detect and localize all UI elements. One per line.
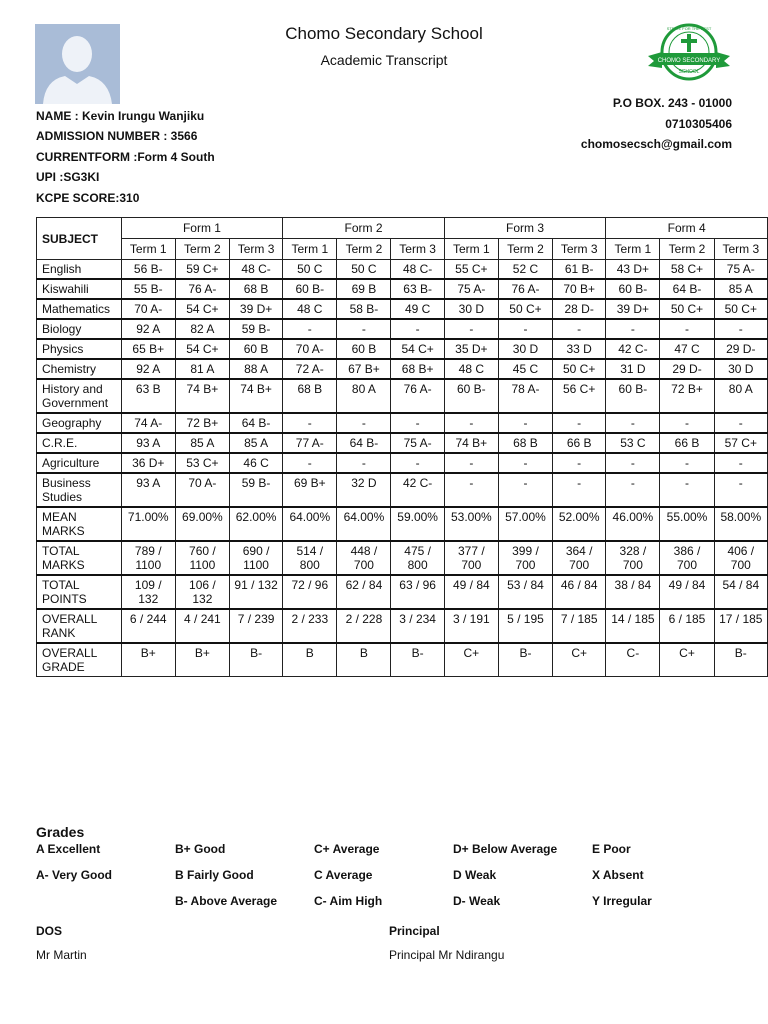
term-header: Term 1 <box>283 239 337 260</box>
grade-cell: 64 B- <box>660 279 714 299</box>
grade-cell: 68 B <box>498 433 552 453</box>
grade-cell: 48 C- <box>229 260 282 280</box>
grade-cell: 53 C+ <box>175 453 229 473</box>
grade-cell: 30 D <box>444 299 498 319</box>
svg-text:STRIVE FOR THE BEST: STRIVE FOR THE BEST <box>666 26 712 31</box>
term-header: Term 3 <box>229 239 282 260</box>
grade-cell: 52.00% <box>553 507 606 541</box>
table-row <box>37 507 768 541</box>
grade-cell: 68 B+ <box>391 359 444 379</box>
grade-cell: 55 C+ <box>444 260 498 280</box>
grade-cell: 30 D <box>714 359 767 379</box>
grade-cell: - <box>337 413 391 433</box>
grade-legend-item: Y Irregular <box>592 894 652 908</box>
grade-cell: 55 B- <box>121 279 175 299</box>
grade-cell: C+ <box>553 643 606 677</box>
grade-cell: 31 D <box>606 359 660 379</box>
grade-cell: 59.00% <box>391 507 444 541</box>
grade-cell: 63 B- <box>391 279 444 299</box>
grade-cell: - <box>391 413 444 433</box>
term-header: Term 3 <box>553 239 606 260</box>
grade-cell: 32 D <box>337 473 391 507</box>
grade-cell: 50 C+ <box>714 299 767 319</box>
row-label: OVERALL GRADE <box>37 643 122 677</box>
grade-cell: 68 B <box>283 379 337 413</box>
grade-cell: 7 / 239 <box>229 609 282 643</box>
grade-cell: 72 / 96 <box>283 575 337 609</box>
grade-cell: 75 A- <box>444 279 498 299</box>
row-label: Mathematics <box>37 299 122 319</box>
grade-cell: 399 / 700 <box>498 541 552 575</box>
grade-cell: 69.00% <box>175 507 229 541</box>
grade-cell: - <box>606 319 660 339</box>
grade-cell: 514 / 800 <box>283 541 337 575</box>
grade-cell: 56 C+ <box>553 379 606 413</box>
row-label: C.R.E. <box>37 433 122 453</box>
grade-cell: 71.00% <box>121 507 175 541</box>
grade-cell: 75 A- <box>391 433 444 453</box>
term-header: Term 3 <box>391 239 444 260</box>
row-label: TOTAL POINTS <box>37 575 122 609</box>
grade-cell: 406 / 700 <box>714 541 767 575</box>
row-label: Business Studies <box>37 473 122 507</box>
dos-label: DOS <box>36 924 63 938</box>
grade-cell: 17 / 185 <box>714 609 767 643</box>
grade-cell: 91 / 132 <box>229 575 282 609</box>
grade-cell: - <box>553 319 606 339</box>
grade-cell: 75 A- <box>714 260 767 280</box>
school-logo <box>646 22 732 92</box>
grade-cell: 59 B- <box>229 319 282 339</box>
form-header: Form 3 <box>444 218 606 239</box>
row-label: Agriculture <box>37 453 122 473</box>
grade-cell: 42 C- <box>606 339 660 359</box>
grade-cell: 70 A- <box>121 299 175 319</box>
grade-cell: 54 C+ <box>175 339 229 359</box>
grade-cell: 2 / 233 <box>283 609 337 643</box>
grade-cell: B- <box>229 643 282 677</box>
grade-cell: 50 C+ <box>498 299 552 319</box>
dos-name: Mr Martin <box>36 948 87 962</box>
kcpe-score: KCPE SCORE:310 <box>36 191 140 205</box>
grade-cell: 47 C <box>660 339 714 359</box>
row-label: Biology <box>37 319 122 339</box>
grade-cell: 66 B <box>553 433 606 453</box>
grade-cell: 38 / 84 <box>606 575 660 609</box>
table-row <box>37 413 768 433</box>
grade-cell: 74 A- <box>121 413 175 433</box>
grade-cell: - <box>606 453 660 473</box>
email-address: chomosecsch@gmail.com <box>580 137 732 151</box>
current-form: CURRENTFORM :Form 4 South <box>36 150 215 164</box>
grade-legend-item: C+ Average <box>314 842 380 856</box>
grade-cell: 48 C- <box>391 260 444 280</box>
table-row <box>37 279 768 299</box>
grade-cell: 46 C <box>229 453 282 473</box>
grade-cell: - <box>660 473 714 507</box>
grade-cell: 80 A <box>337 379 391 413</box>
student-name: NAME : Kevin Irungu Wanjiku <box>36 109 205 123</box>
grade-legend-item: A Excellent <box>36 842 101 856</box>
grade-legend-item: C- Aim High <box>314 894 383 908</box>
document-title: Academic Transcript <box>320 52 448 68</box>
grade-cell: B+ <box>121 643 175 677</box>
grade-cell: 56 B- <box>121 260 175 280</box>
grade-cell: 42 C- <box>391 473 444 507</box>
grade-cell: B+ <box>175 643 229 677</box>
grade-cell: 60 B- <box>606 279 660 299</box>
grade-cell: 50 C+ <box>553 359 606 379</box>
grade-cell: 3 / 191 <box>444 609 498 643</box>
grade-cell: - <box>283 413 337 433</box>
grade-legend-item: D+ Below Average <box>453 842 558 856</box>
grade-cell: 80 A <box>714 379 767 413</box>
form-header: Form 2 <box>283 218 445 239</box>
grade-cell: - <box>714 453 767 473</box>
grade-cell: - <box>283 453 337 473</box>
grade-cell: 76 A- <box>175 279 229 299</box>
grade-cell: - <box>337 453 391 473</box>
grade-cell: 475 / 800 <box>391 541 444 575</box>
grade-cell: C+ <box>660 643 714 677</box>
grade-cell: 46 / 84 <box>553 575 606 609</box>
grade-cell: 49 / 84 <box>660 575 714 609</box>
grade-cell: 28 D- <box>553 299 606 319</box>
table-row <box>37 339 768 359</box>
grade-cell: 62 / 84 <box>337 575 391 609</box>
grade-cell: B <box>283 643 337 677</box>
grade-cell: 30 D <box>498 339 552 359</box>
grade-legend-item: B- Above Average <box>175 894 278 908</box>
grade-cell: 14 / 185 <box>606 609 660 643</box>
grade-cell: 93 A <box>121 473 175 507</box>
grade-cell: 48 C <box>444 359 498 379</box>
grade-cell: 52 C <box>498 260 552 280</box>
grade-cell: - <box>553 473 606 507</box>
grade-cell: 61 B- <box>553 260 606 280</box>
grade-cell: 92 A <box>121 319 175 339</box>
grade-cell: 55.00% <box>660 507 714 541</box>
grade-cell: 328 / 700 <box>606 541 660 575</box>
grade-cell: 59 B- <box>229 473 282 507</box>
principal-label: Principal <box>389 924 440 938</box>
row-label: Chemistry <box>37 359 122 379</box>
term-header: Term 2 <box>660 239 714 260</box>
grade-cell: 69 B+ <box>283 473 337 507</box>
table-row <box>37 433 768 453</box>
grade-cell: - <box>553 413 606 433</box>
term-header: Term 1 <box>444 239 498 260</box>
upi: UPI :SG3KI <box>36 170 100 184</box>
grade-cell: 60 B- <box>283 279 337 299</box>
grade-cell: 45 C <box>498 359 552 379</box>
table-row <box>37 473 768 507</box>
row-label: Kiswahili <box>37 279 122 299</box>
term-header: Term 2 <box>175 239 229 260</box>
grade-cell: 57.00% <box>498 507 552 541</box>
grade-cell: - <box>444 473 498 507</box>
grade-cell: 64 B- <box>229 413 282 433</box>
grade-cell: 5 / 195 <box>498 609 552 643</box>
grade-cell: 6 / 244 <box>121 609 175 643</box>
grade-legend-item: D Weak <box>453 868 497 882</box>
table-row <box>37 541 768 575</box>
grade-cell: 36 D+ <box>121 453 175 473</box>
grade-cell: 60 B <box>229 339 282 359</box>
grade-cell: 53.00% <box>444 507 498 541</box>
grade-cell: 70 A- <box>175 473 229 507</box>
grade-cell: - <box>606 413 660 433</box>
grade-cell: - <box>660 319 714 339</box>
principal-name: Principal Mr Ndirangu <box>389 948 505 962</box>
grade-cell: - <box>714 413 767 433</box>
grade-cell: 57 C+ <box>714 433 767 453</box>
grade-cell: 72 A- <box>283 359 337 379</box>
grade-cell: 54 C+ <box>175 299 229 319</box>
grade-cell: 74 B+ <box>175 379 229 413</box>
term-header: Term 2 <box>337 239 391 260</box>
grade-cell: 377 / 700 <box>444 541 498 575</box>
grade-cell: 64.00% <box>337 507 391 541</box>
grade-cell: 92 A <box>121 359 175 379</box>
grade-cell: 68 B <box>229 279 282 299</box>
row-label: Physics <box>37 339 122 359</box>
grade-cell: 39 D+ <box>606 299 660 319</box>
grade-cell: - <box>391 453 444 473</box>
grade-cell: 53 / 84 <box>498 575 552 609</box>
grade-cell: 2 / 228 <box>337 609 391 643</box>
grade-cell: 29 D- <box>714 339 767 359</box>
grade-cell: 7 / 185 <box>553 609 606 643</box>
grade-cell: - <box>444 319 498 339</box>
grade-legend-item: A- Very Good <box>36 868 113 882</box>
grade-cell: - <box>444 453 498 473</box>
grade-cell: 58.00% <box>714 507 767 541</box>
grade-cell: 106 / 132 <box>175 575 229 609</box>
grade-cell: - <box>660 453 714 473</box>
grade-cell: 35 D+ <box>444 339 498 359</box>
grade-cell: - <box>498 473 552 507</box>
student-photo-placeholder <box>35 24 120 104</box>
grade-cell: 29 D- <box>660 359 714 379</box>
grade-cell: 50 C+ <box>660 299 714 319</box>
grade-cell: 6 / 185 <box>660 609 714 643</box>
grade-cell: 72 B+ <box>660 379 714 413</box>
grade-cell: B- <box>391 643 444 677</box>
grade-cell: C- <box>606 643 660 677</box>
grade-cell: 63 / 96 <box>391 575 444 609</box>
grade-cell: 82 A <box>175 319 229 339</box>
form-header: Form 1 <box>121 218 283 239</box>
grade-cell: 70 B+ <box>553 279 606 299</box>
grade-cell: - <box>714 319 767 339</box>
grade-cell: 78 A- <box>498 379 552 413</box>
grade-cell: 77 A- <box>283 433 337 453</box>
grade-cell: 3 / 234 <box>391 609 444 643</box>
grades-heading: Grades <box>36 824 85 840</box>
grade-cell: 53 C <box>606 433 660 453</box>
row-label: TOTAL MARKS <box>37 541 122 575</box>
po-box: P.O BOX. 243 - 01000 <box>612 96 732 110</box>
term-header: Term 1 <box>606 239 660 260</box>
form-header: Form 4 <box>606 218 768 239</box>
grade-cell: - <box>660 413 714 433</box>
grade-cell: 54 / 84 <box>714 575 767 609</box>
grade-cell: 49 C <box>391 299 444 319</box>
grade-cell: 50 C <box>283 260 337 280</box>
grade-cell: 63 B <box>121 379 175 413</box>
grade-legend-item: E Poor <box>592 842 631 856</box>
grade-cell: 60 B- <box>606 379 660 413</box>
term-header: Term 1 <box>121 239 175 260</box>
grade-cell: - <box>337 319 391 339</box>
term-header: Term 2 <box>498 239 552 260</box>
grade-cell: C+ <box>444 643 498 677</box>
grade-cell: 49 / 84 <box>444 575 498 609</box>
grade-cell: 64 B- <box>337 433 391 453</box>
table-row <box>37 260 768 280</box>
school-name: Chomo Secondary School <box>285 24 483 43</box>
table-row <box>37 359 768 379</box>
grade-cell: 76 A- <box>391 379 444 413</box>
grade-cell: B- <box>714 643 767 677</box>
grade-cell: 109 / 132 <box>121 575 175 609</box>
grade-cell: 33 D <box>553 339 606 359</box>
grade-cell: 81 A <box>175 359 229 379</box>
grade-cell: 50 C <box>337 260 391 280</box>
grade-cell: 74 B+ <box>229 379 282 413</box>
transcript-table <box>36 217 768 677</box>
svg-text:CHOMO SECONDARY: CHOMO SECONDARY <box>657 58 721 64</box>
grade-cell: 64.00% <box>283 507 337 541</box>
grade-cell: 72 B+ <box>175 413 229 433</box>
grade-cell: 67 B+ <box>337 359 391 379</box>
row-label: OVERALL RANK <box>37 609 122 643</box>
grade-cell: 58 C+ <box>660 260 714 280</box>
grade-cell: 59 C+ <box>175 260 229 280</box>
row-label: English <box>37 260 122 280</box>
grade-cell: - <box>391 319 444 339</box>
grade-cell: B- <box>498 643 552 677</box>
grade-cell: - <box>606 473 660 507</box>
term-header-row <box>37 239 768 260</box>
grade-cell: 66 B <box>660 433 714 453</box>
grade-legend-item: D- Weak <box>453 894 501 908</box>
grade-cell: 386 / 700 <box>660 541 714 575</box>
grade-cell: 70 A- <box>283 339 337 359</box>
grade-cell: 760 / 1100 <box>175 541 229 575</box>
grade-cell: B <box>337 643 391 677</box>
grade-cell: 48 C <box>283 299 337 319</box>
phone-number: 0710305406 <box>665 117 732 131</box>
grade-cell: 789 / 1100 <box>121 541 175 575</box>
grade-cell: 690 / 1100 <box>229 541 282 575</box>
grade-cell: 54 C+ <box>391 339 444 359</box>
grade-cell: 364 / 700 <box>553 541 606 575</box>
grade-legend-item: B Fairly Good <box>175 868 254 882</box>
grade-cell: - <box>444 413 498 433</box>
grade-cell: 62.00% <box>229 507 282 541</box>
grade-cell: - <box>498 453 552 473</box>
table-row <box>37 379 768 413</box>
grade-legend-item: B+ Good <box>175 842 226 856</box>
row-label: Geography <box>37 413 122 433</box>
grade-cell: 4 / 241 <box>175 609 229 643</box>
table-row <box>37 299 768 319</box>
table-row <box>37 609 768 643</box>
grade-cell: 69 B <box>337 279 391 299</box>
table-row <box>37 643 768 677</box>
grade-cell: 88 A <box>229 359 282 379</box>
table-row <box>37 453 768 473</box>
grade-cell: 60 B- <box>444 379 498 413</box>
grade-cell: 85 A <box>229 433 282 453</box>
grade-cell: 58 B- <box>337 299 391 319</box>
grade-cell: 46.00% <box>606 507 660 541</box>
grade-cell: 74 B+ <box>444 433 498 453</box>
grade-cell: 85 A <box>175 433 229 453</box>
table-row <box>37 575 768 609</box>
admission-number: ADMISSION NUMBER : 3566 <box>36 129 198 143</box>
table-row <box>37 319 768 339</box>
grade-cell: - <box>714 473 767 507</box>
transcript-body <box>37 260 768 677</box>
grade-cell: 76 A- <box>498 279 552 299</box>
grade-cell: 60 B <box>337 339 391 359</box>
grade-cell: - <box>498 319 552 339</box>
grade-legend-item: X Absent <box>592 868 644 882</box>
grade-cell: - <box>283 319 337 339</box>
term-header: Term 3 <box>714 239 767 260</box>
grade-cell: 85 A <box>714 279 767 299</box>
grade-cell: 93 A <box>121 433 175 453</box>
grade-cell: - <box>498 413 552 433</box>
grade-cell: 43 D+ <box>606 260 660 280</box>
grade-cell: - <box>553 453 606 473</box>
grade-cell: 39 D+ <box>229 299 282 319</box>
svg-text:SCHOOL: SCHOOL <box>678 69 700 75</box>
grade-legend-item: C Average <box>314 868 373 882</box>
subject-header: SUBJECT <box>37 218 122 260</box>
row-label: MEAN MARKS <box>37 507 122 541</box>
row-label: History and Government <box>37 379 122 413</box>
grade-cell: 65 B+ <box>121 339 175 359</box>
grade-cell: 448 / 700 <box>337 541 391 575</box>
